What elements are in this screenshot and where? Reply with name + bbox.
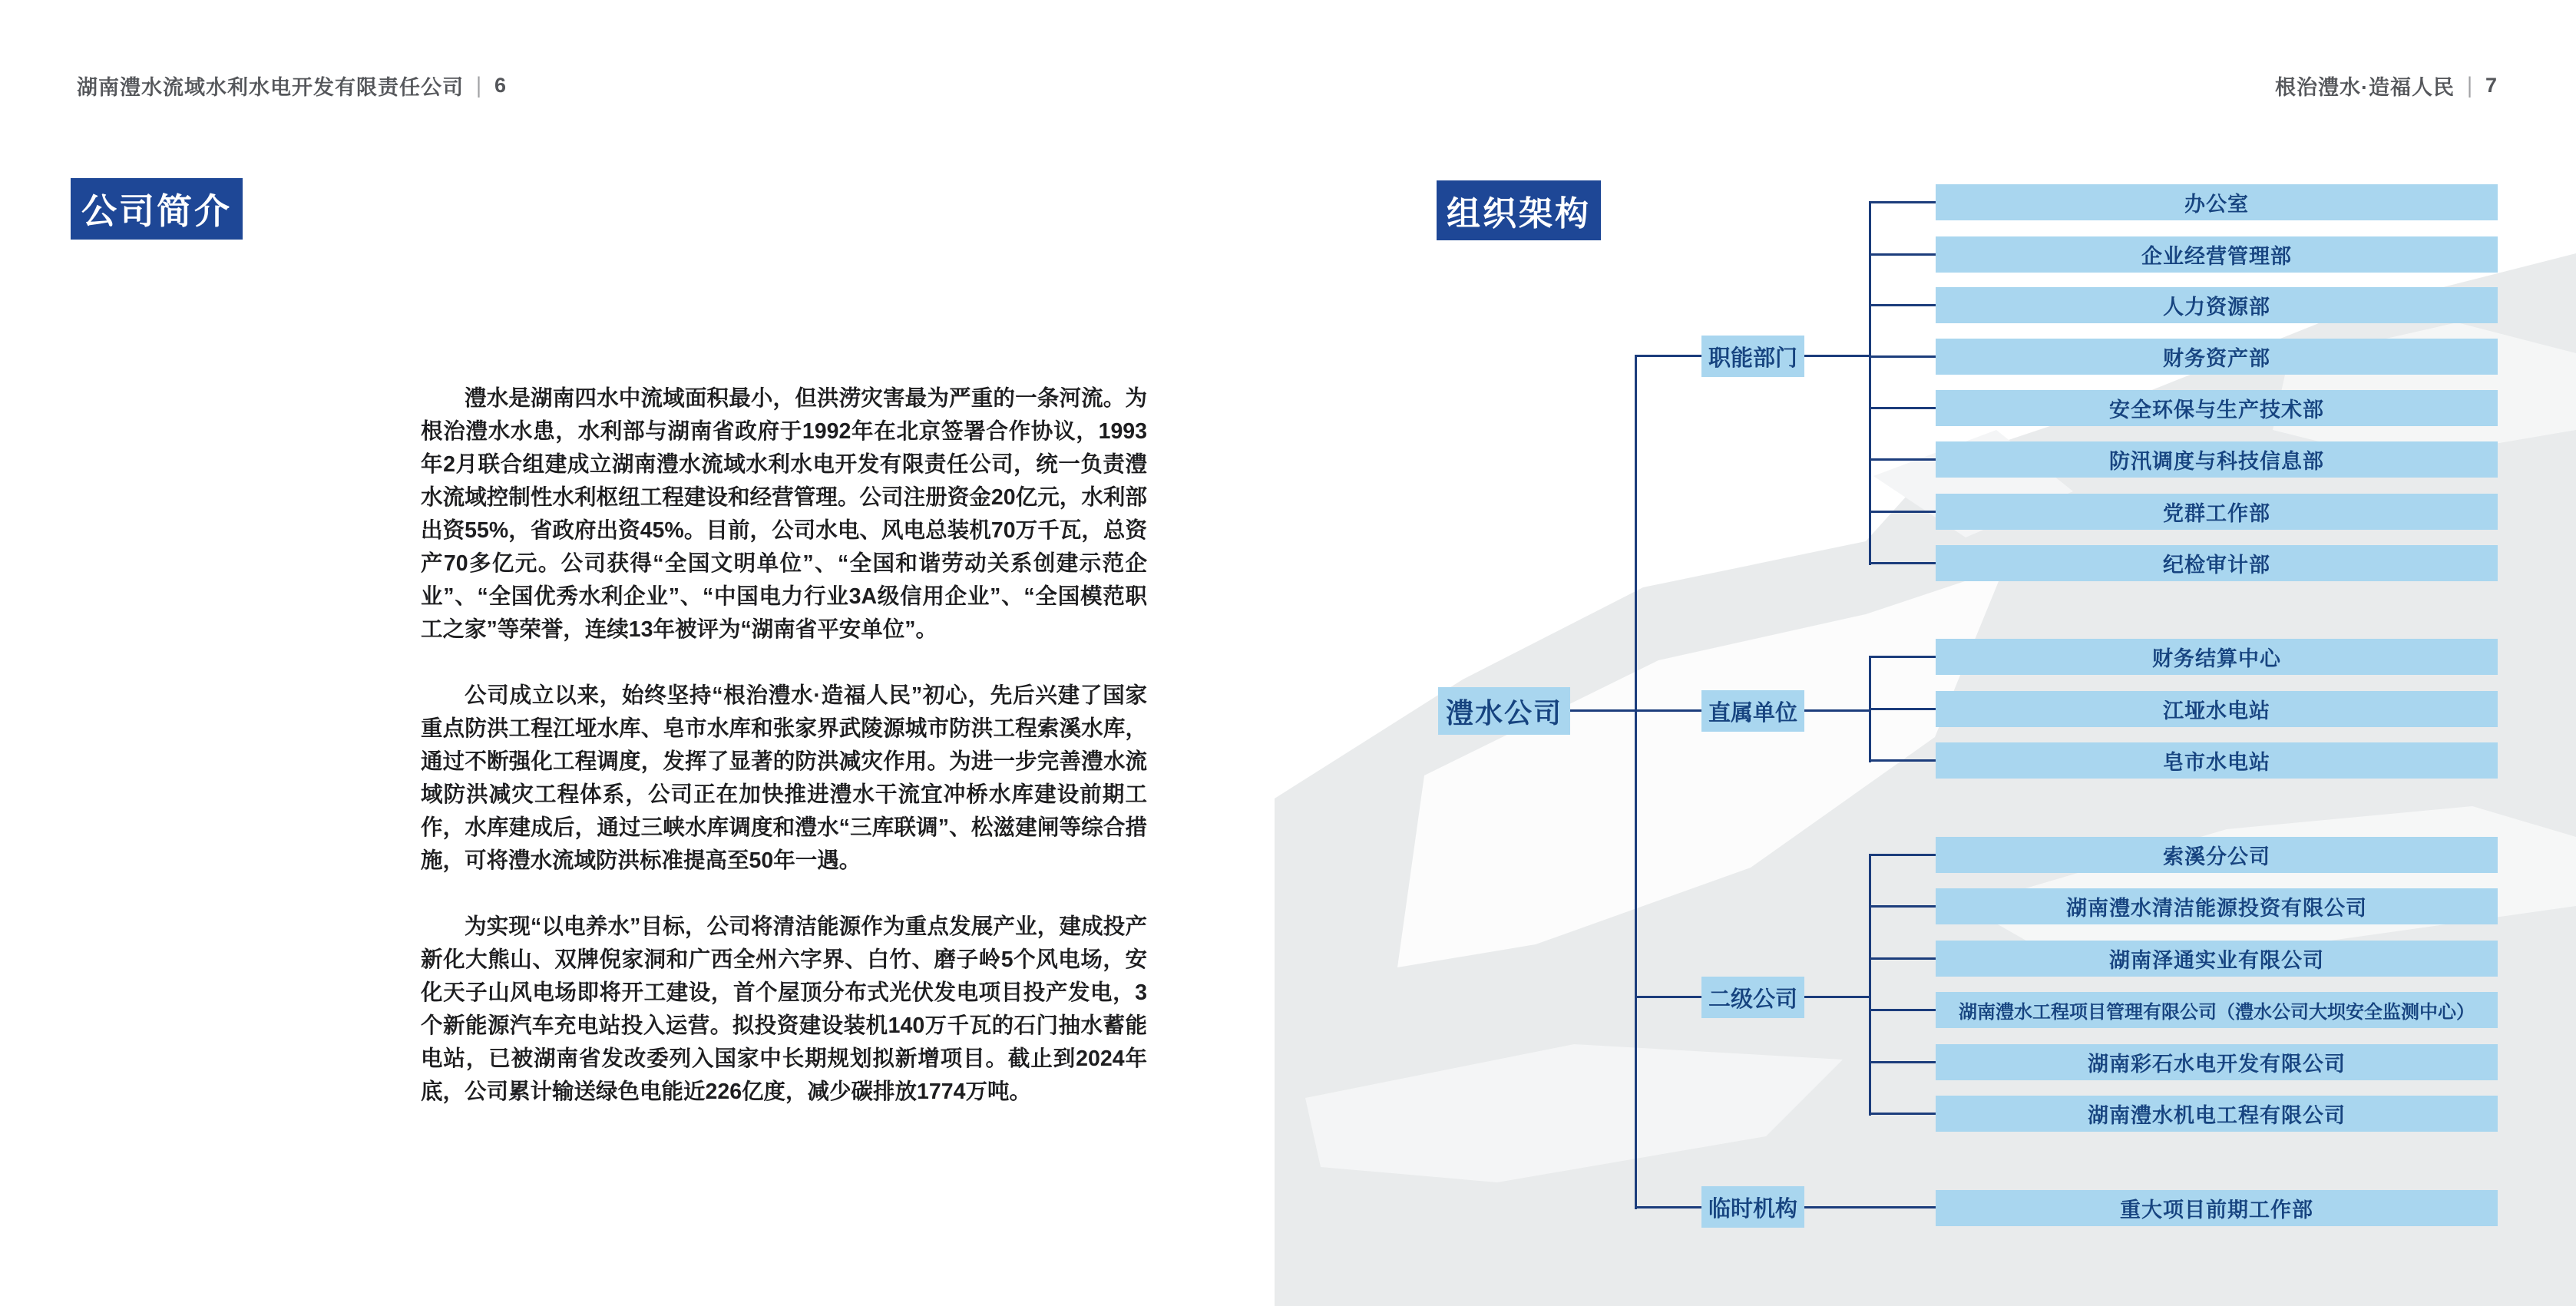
connector-line xyxy=(1870,355,1936,358)
connector-line xyxy=(1635,355,1637,1209)
connector-line xyxy=(1870,708,1936,710)
connector-line xyxy=(1870,253,1936,256)
profile-paragraph-2: 公司成立以来，始终坚持“根治澧水·造福人民”初心，先后兴建了国家重点防洪工程江垭水库、皂市水库和张家界武陵源城市防洪工程索溪水库，通过不断强化工程调度，发挥了显著的防洪减灾作用。为进一步完善澧水流域防洪减灾工程体系，公司正在加快推进澧水干流宜冲桥水库建设前期工作，水库建成后，通过三峡水库调度和澧水“三库联调”、松滋建闸等综合措施，可将澧水流域防洪标准提高至50年一遇。 xyxy=(421,683,1147,873)
org-branch-functional-departments xyxy=(1701,336,1804,377)
org-branch-label: 职能部门 xyxy=(1708,346,1797,371)
org-child-box xyxy=(1936,1190,2498,1226)
org-child-label: 防汛调度与科技信息部 xyxy=(2109,450,2324,473)
org-branch-secondary-companies xyxy=(1701,977,1804,1018)
org-child-box xyxy=(1936,287,2498,323)
org-child-label: 湖南澧水清洁能源投资有限公司 xyxy=(2066,897,2367,920)
org-child-label: 索溪分公司 xyxy=(2163,845,2270,868)
org-child-label: 湖南澧水机电工程有限公司 xyxy=(2088,1104,2346,1127)
org-branch-label: 直属单位 xyxy=(1708,700,1797,726)
org-child-box xyxy=(1936,941,2498,977)
section-title-text: 公司简介 xyxy=(81,191,232,231)
org-branch-directly-affiliated-units xyxy=(1701,690,1804,732)
connector-line xyxy=(1804,355,1870,357)
profile-paragraph-3: 为实现“以电养水”目标，公司将清洁能源作为重点发展产业，建成投产新化大熊山、双牌倪家洞和广西全州六字界、白竹、磨子岭5个风电场，安化天子山风电场即将开工建设，首个屋顶分布式光伏发电项目投产发电，3个新能源汽车充电站投入运营。拟投资建设装机140万千瓦的石门抽水蓄能电站，已被湖南省发改委列入国家中长期规划拟新增项目。截止到2024年底，公司累计输送绿色电能近226亿度，减少碳排放1774万吨。 xyxy=(421,914,1147,1104)
org-child-label: 皂市水电站 xyxy=(2163,751,2270,774)
org-child-box xyxy=(1936,494,2498,530)
org-child-label: 湖南泽通实业有限公司 xyxy=(2109,949,2324,972)
profile-paragraph-1: 澧水是湖南四水中流域面积最小，但洪涝灾害最为严重的一条河流。为根治澧水水患，水利部与湖南省政府于1992年在北京签署合作协议，1993年2月联合组建成立湖南澧水流域水利水电开发有限责任公司，统一负责澧水流域控制性水利枢纽工程建设和经营管理。公司注册资金20亿元，水利部出资55%，省政府出资45%。目前，公司水电、风电总装机70万千瓦，总资产70多亿元。公司获得“全国文明单位”、“全国和谐劳动关系创建示范企业”、“全国优秀水利企业”、“中国电力行业3A级信用企业”、“全国模范职工之家”等荣誉，连续13年被评为“湖南省平安单位”。 xyxy=(421,386,1147,642)
org-child-label: 财务资产部 xyxy=(2163,347,2270,370)
org-child-box xyxy=(1936,441,2498,478)
connector-line xyxy=(1870,905,1936,908)
org-branch-label: 二级公司 xyxy=(1708,987,1797,1012)
org-child-label: 湖南彩石水电开发有限公司 xyxy=(2088,1053,2346,1076)
connector-line xyxy=(1870,562,1936,564)
org-child-label: 办公室 xyxy=(2184,193,2249,216)
org-child-box xyxy=(1936,1044,2498,1080)
page-number-left: 6 xyxy=(494,74,508,97)
running-header-right xyxy=(2275,71,2498,101)
connector-line xyxy=(1870,407,1936,409)
org-child-box xyxy=(1936,691,2498,727)
connector-line xyxy=(1869,854,1871,1116)
connector-line xyxy=(1870,759,1936,762)
org-child-label: 江垭水电站 xyxy=(2163,699,2270,722)
org-child-box xyxy=(1936,639,2498,675)
org-child-label: 财务结算中心 xyxy=(2152,647,2281,670)
org-child-box xyxy=(1936,837,2498,873)
page-number-right: 7 xyxy=(2485,74,2498,97)
connector-line xyxy=(1870,1061,1936,1063)
org-child-label: 重大项目前期工作部 xyxy=(2120,1199,2313,1222)
connector-line xyxy=(1804,996,1870,998)
connector-line xyxy=(1804,709,1870,712)
section-title-text: 组织架构 xyxy=(1447,195,1591,233)
connector-line xyxy=(1870,957,1936,960)
connector-line xyxy=(1570,709,1701,712)
org-child-label: 湖南澧水工程项目管理有限公司（澧水公司大坝安全监测中心） xyxy=(1959,1002,2475,1023)
running-header-left xyxy=(77,71,507,101)
connector-line xyxy=(1870,201,1936,203)
org-child-box xyxy=(1936,236,2498,273)
connector-line xyxy=(1870,458,1936,461)
org-root-label: 澧水公司 xyxy=(1445,696,1562,729)
org-child-label: 党群工作部 xyxy=(2163,502,2270,525)
org-child-label: 人力资源部 xyxy=(2163,296,2270,319)
org-child-box xyxy=(1936,339,2498,375)
connector-line xyxy=(1870,656,1936,658)
company-name: 湖南澧水流域水利水电开发有限责任公司 xyxy=(77,76,464,99)
header-separator: | xyxy=(2466,72,2473,98)
header-separator: | xyxy=(476,72,483,98)
org-child-box xyxy=(1936,888,2498,924)
org-child-box xyxy=(1936,742,2498,779)
connector-line xyxy=(1870,854,1936,856)
org-branch-temporary-organizations xyxy=(1701,1186,1804,1228)
connector-line xyxy=(1635,355,1701,357)
company-profile-text xyxy=(421,382,1147,1109)
org-child-box xyxy=(1936,1096,2498,1132)
connector-line xyxy=(1635,996,1701,998)
org-child-box xyxy=(1936,545,2498,581)
org-child-box xyxy=(1936,184,2498,220)
connector-line xyxy=(1870,1113,1936,1115)
connector-line xyxy=(1870,304,1936,306)
org-child-label: 安全环保与生产技术部 xyxy=(2109,398,2324,422)
org-branch-label: 临时机构 xyxy=(1708,1196,1797,1222)
section-title-org-structure xyxy=(1437,180,1601,240)
section-title-company-profile xyxy=(71,178,243,240)
connector-line xyxy=(1870,511,1936,513)
org-child-label: 纪检审计部 xyxy=(2163,554,2270,577)
org-root-lishui-company xyxy=(1438,687,1570,735)
org-child-box xyxy=(1936,390,2498,426)
connector-line xyxy=(1870,1009,1936,1011)
org-child-box xyxy=(1936,992,2498,1028)
connector-line xyxy=(1804,1206,1936,1208)
org-child-label: 企业经营管理部 xyxy=(2141,245,2292,268)
slogan: 根治澧水·造福人民 xyxy=(2274,76,2455,99)
connector-line xyxy=(1635,1206,1701,1208)
